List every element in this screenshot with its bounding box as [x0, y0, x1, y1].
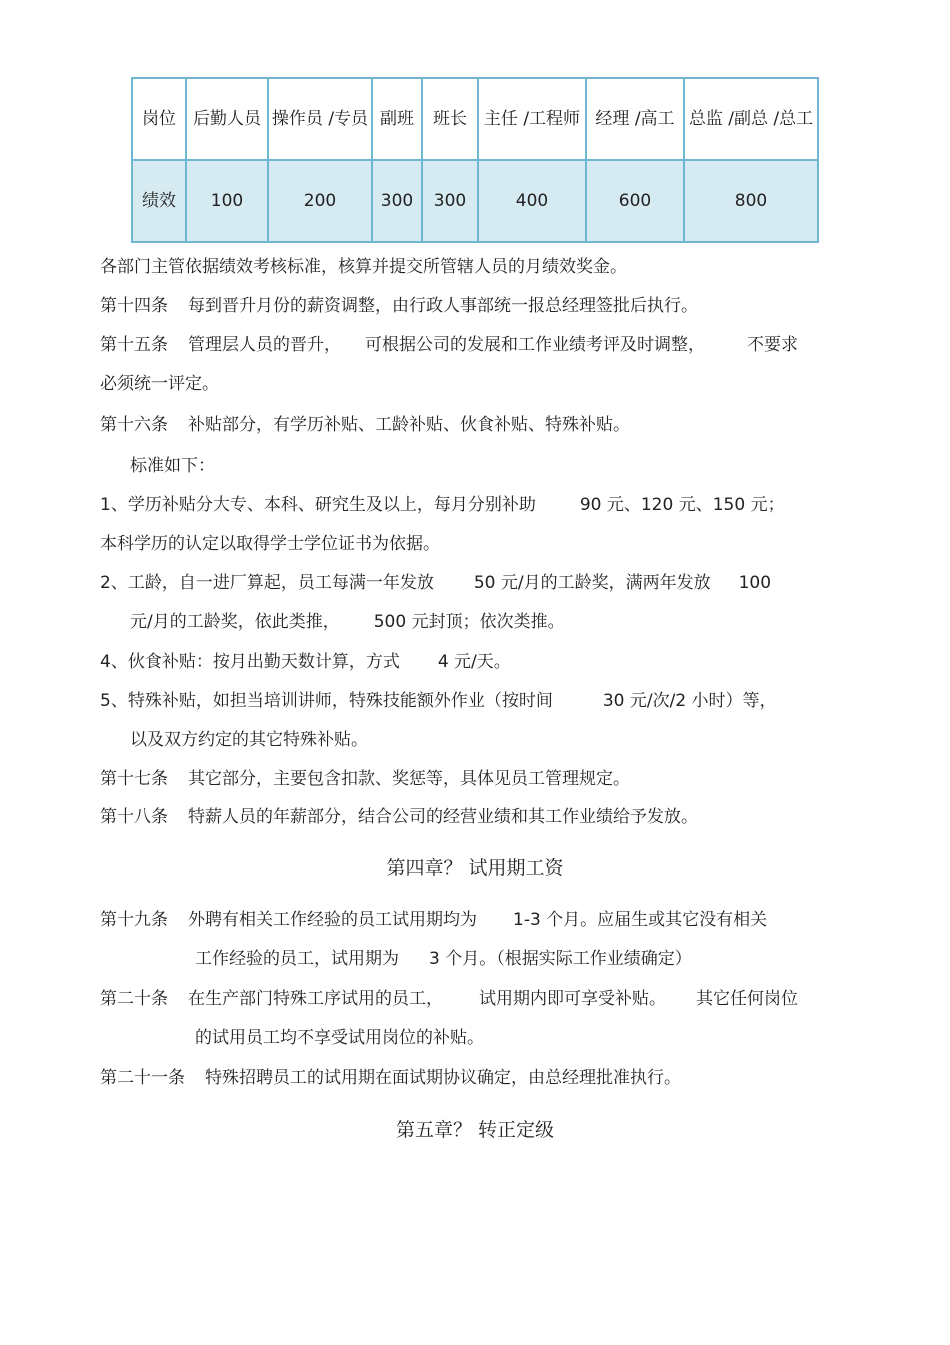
value-cell: 绩效 [132, 160, 186, 242]
article-14 [100, 287, 698, 325]
article-text: 外聘有相关工作经验的员工试用期均为 [188, 910, 477, 930]
list-item-text: 4 元/天。 [437, 652, 511, 672]
article-number: 第十四条 [100, 296, 168, 316]
header-cell: 主任 /工程师 [478, 78, 586, 160]
header-cell: 班长 [422, 78, 478, 160]
article-16 [100, 406, 630, 444]
article-number: 第十六条 [100, 415, 168, 435]
article-text: 补贴部分，有学历补贴、工龄补贴、伙食补贴、特殊补贴。 [188, 415, 630, 435]
value-cell: 800 [684, 160, 818, 242]
header-cell: 岗位 [132, 78, 186, 160]
chapter-5-heading: 第五章？ 转正定级 [395, 1119, 555, 1141]
list-item-seniority [100, 564, 771, 602]
article-19 [100, 901, 767, 939]
article-text: 1-3 个月。应届生或其它没有相关 [513, 910, 768, 930]
header-cell: 总监 /副总 /总工 [684, 78, 818, 160]
value-cell: 300 [422, 160, 478, 242]
article-text: 3 个月。（根据实际工作业绩确定） [429, 949, 692, 969]
article-text: 特薪人员的年薪部分，结合公司的经营业绩和其工作业绩给予发放。 [188, 807, 698, 827]
value-cell: 100 [186, 160, 268, 242]
value-cell: 400 [478, 160, 586, 242]
article-number: 第十五条 [100, 335, 168, 355]
article-number: 第二十条 [100, 989, 168, 1009]
article-text: 不要求 [747, 335, 798, 355]
article-15-continued: 必须统一评定。 [100, 374, 219, 394]
article-text: 工作经验的员工，试用期为 [195, 949, 399, 969]
value-cell: 300 [372, 160, 422, 242]
chapter-4-heading: 第四章？ 试用期工资 [386, 857, 564, 879]
value-cell: 600 [586, 160, 684, 242]
article-18 [100, 798, 698, 836]
list-item-text: 500 元封顶；依次类推。 [373, 612, 565, 632]
value-cell: 200 [268, 160, 372, 242]
list-item-education-continued: 本科学历的认定以取得学士学位证书为依据。 [100, 534, 440, 554]
list-item-text: 5、特殊补贴，如担当培训讲师，特殊技能额外作业（按时间 [100, 691, 553, 711]
article-17 [100, 760, 630, 798]
paragraph-bonus-note: 各部门主管依据绩效考核标准，核算并提交所管辖人员的月绩效奖金。 [100, 257, 627, 277]
article-number: 第十八条 [100, 807, 168, 827]
list-item-text: 4、伙食补贴：按月出勤天数计算，方式 [100, 652, 400, 672]
table-header-row [132, 78, 818, 160]
standard-heading: 标准如下： [130, 456, 215, 476]
article-21 [100, 1059, 681, 1097]
list-item-text: 100 [738, 573, 772, 593]
header-cell: 副班 [372, 78, 422, 160]
list-item-special [100, 682, 777, 720]
list-item-text: 50 元/月的工龄奖，满两年发放 [473, 573, 711, 593]
list-item-meal [100, 643, 511, 681]
article-19-continued [195, 940, 692, 978]
article-text: 每到晋升月份的薪资调整，由行政人事部统一报总经理签批后执行。 [188, 296, 698, 316]
article-number: 第十九条 [100, 910, 168, 930]
article-number: 第二十一条 [100, 1068, 185, 1088]
article-text: 试用期内即可享受补贴。 [479, 989, 666, 1009]
article-text: 管理层人员的晋升， [188, 335, 341, 355]
list-item-text: 90 元、120 元、150 元； [579, 495, 785, 515]
list-item-text: 元/月的工龄奖，依此类推， [130, 612, 340, 632]
header-cell: 后勤人员 [186, 78, 268, 160]
article-text: 在生产部门特殊工序试用的员工， [188, 989, 443, 1009]
article-15 [100, 326, 798, 364]
list-item-text: 1、学历补贴分大专、本科、研究生及以上，每月分别补助 [100, 495, 536, 515]
header-cell: 经理 /高工 [586, 78, 684, 160]
performance-bonus-table [131, 77, 819, 243]
article-text: 可根据公司的发展和工作业绩考评及时调整， [365, 335, 705, 355]
article-20-continued: 的试用员工均不享受试用岗位的补贴。 [195, 1028, 484, 1048]
list-item-text: 2、工龄，自一进厂算起，员工每满一年发放 [100, 573, 434, 593]
article-number: 第十七条 [100, 769, 168, 789]
list-item-special-continued: 以及双方约定的其它特殊补贴。 [130, 730, 368, 750]
header-cell: 操作员 /专员 [268, 78, 372, 160]
table-row [132, 160, 818, 242]
list-item-education [100, 486, 785, 524]
article-text: 其它任何岗位 [696, 989, 798, 1009]
article-text: 其它部分，主要包含扣款、奖惩等，具体见员工管理规定。 [188, 769, 630, 789]
list-item-text: 30 元/次/2 小时）等， [602, 691, 777, 711]
list-item-seniority-continued [130, 603, 565, 641]
article-20 [100, 980, 798, 1018]
article-text: 特殊招聘员工的试用期在面试期协议确定，由总经理批准执行。 [205, 1068, 681, 1088]
